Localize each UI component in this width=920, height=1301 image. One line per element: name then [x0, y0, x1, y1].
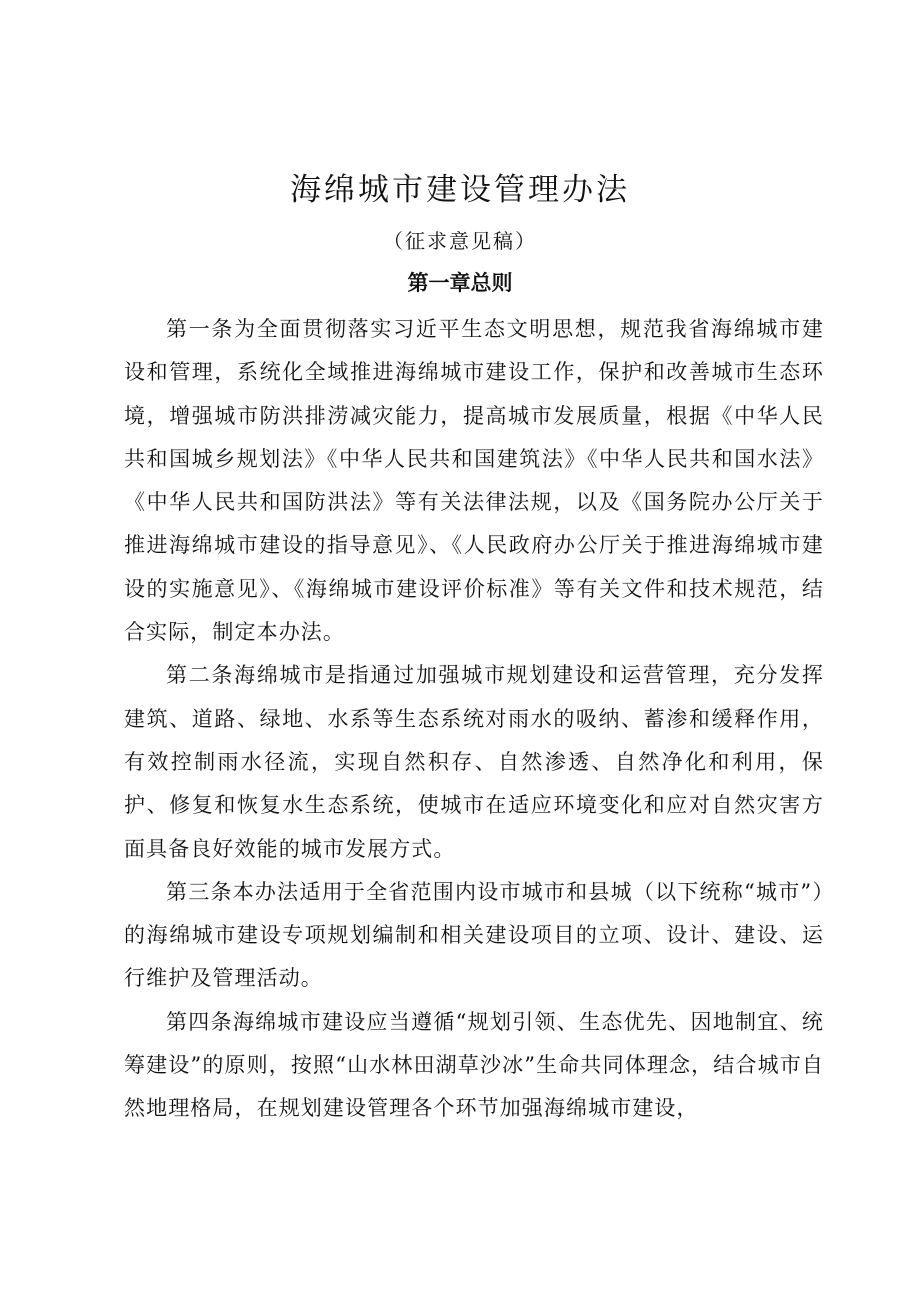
article-4-paragraph: 第四条海绵城市建设应当遵循“规划引领、生态优先、因地制宜、统筹建设”的原则，按照“山水林田湖草沙冰”生命共同体理念，结合城市自然地理格局，在规划建设管理各个环节加强海绵城市建设，	[124, 1009, 824, 1121]
document-subtitle: （征求意见稿）	[383, 229, 537, 253]
document-body	[124, 308, 824, 1131]
article-1-paragraph: 第一条为全面贯彻落实习近平生态文明思想，规范我省海绵城市建设和管理，系统化全域推进海绵城市建设工作，保护和改善城市生态环境，增强城市防洪排涝减灾能力，提高城市发展质量，根据《中华人民共和国城乡规划法》《中华人民共和国建筑法》《中华人民共和国水法》《中华人民共和国防洪法》等有关法律法规，以及《国务院办公厅关于推进海绵城市建设的指导意见》、《人民政府办公厅关于推进海绵城市建设的实施意见》、《海绵城市建设评价标准》等有关文件和技术规范，结合实际，制定本办法。	[124, 317, 824, 645]
article-2-paragraph: 第二条海绵城市是指通过加强城市规划建设和运营管理，充分发挥建筑、道路、绿地、水系等生态系统对雨水的吸纳、蓄渗和缓释作用，有效控制雨水径流，实现自然积存、自然渗透、自然净化和利用，保护、修复和恢复水生态系统，使城市在适应环境变化和应对自然灾害方面具备良好效能的城市发展方式。	[124, 663, 824, 861]
chapter-heading: 第一章总则	[407, 271, 513, 295]
document-title: 海绵城市建设管理办法	[290, 172, 630, 208]
article-3-paragraph: 第三条本办法适用于全省范围内设市城市和县城（以下统称“城市”）的海绵城市建设专项规划编制和相关建设项目的立项、设计、建设、运行维护及管理活动。	[124, 879, 824, 991]
